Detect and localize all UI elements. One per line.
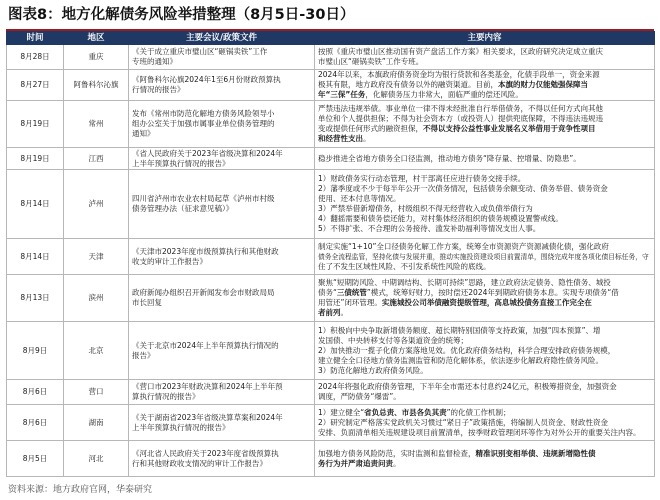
document-line: 通知》 [132,129,155,138]
content-line [318,262,651,272]
document-line: 组办公室关于加强市属事业单位债务管理的 [132,119,275,128]
document-line: 《营口市2023年财政决算和2024年上半年预 [132,382,283,391]
document-line: 《天津市2023年度市级预算执行和其他财政 [132,246,279,256]
content-text: 1）财政债务实行动态管理，村干部离任应进行债务交接手续。 [318,174,526,183]
table-header-row [7,32,655,45]
content-text: 2024年以来，本旗政府债务资金均为银行贷款和各类基金，化债手段单一，资金来源 [318,70,600,79]
cell-content [315,380,655,405]
cell-content [315,322,655,380]
cell-region: 阿鲁科尔沁旗 [64,70,129,101]
document-line: 市长回复 [132,298,162,307]
content-text: 住了不发生区域性风险、不引发系统性风险的底线。 [318,261,491,271]
cell-date: 8月28日 [7,45,64,70]
content-line [318,308,651,318]
content-emphasis: 精准识别变相举债、违规新增隐性债 [475,448,596,458]
cell-document [129,170,315,239]
header-date: 时间 [7,32,64,45]
content-line [318,57,651,67]
figure-title: 图表8：地方化解债务风险举措整理（8月5日-30日） [8,7,355,23]
content-text: 制定实施“1+10”全口径债务化解工作方案，统筹全市资源资产资源减债化债，强化政府 [318,241,609,251]
content-text: ”的化债工作机制； [446,407,511,417]
content-text: 3）严禁举借新增债务，村级组织不得无经营收入或负债举债行为 [318,204,533,213]
content-text: 极其有限，地方政府没有债务以外的融资渠道。目前， [318,80,498,89]
debt-measures-table [6,31,655,477]
cell-date: 8月6日 [7,380,64,405]
content-emphasis: 者前列 [318,308,341,317]
content-text: 5）不得扩张、不合理的公务接待、滥发补助福利等情况支出人事。 [318,224,541,233]
content-text: 1）积极向中央争取新增债务额度、超长期特别国债等支持政策，加强“四本预算”、增 [318,325,601,335]
cell-date: 8月19日 [7,148,64,170]
cell-document [129,322,315,380]
content-text: 2）藩季度或不少于每半年公开一次债务情况，包括债务余额变动、债务举借、债务资金 [318,184,608,193]
content-line [318,124,651,134]
cell-date: 8月6日 [7,405,64,441]
content-line [318,278,651,288]
document-line: 报告》 [132,350,155,360]
document-line: 上半年预算执行情况的报告》 [132,158,230,168]
document-line: 行情况的报告》 [132,85,185,94]
document-line: 《关于成立重庆市璧山区“砸锅卖铁”工作 [132,47,268,56]
content-line [318,252,651,262]
content-emphasis: 三债统管 [336,288,367,297]
cell-region: 常州 [64,101,129,148]
cell-content [315,45,655,70]
content-text: 按照《重庆市璧山区推动国有资产盘活工作方案》相关要求，区政府研究决定成立重庆 [318,47,603,56]
content-line [318,80,651,90]
document-line: 《关于北京市2024年上半年预算执行情况的 [132,340,279,350]
table-row [7,322,655,380]
document-line: 《关于湖南省2023年省级决算草案和2024年 [132,412,283,422]
cell-content [315,101,655,148]
content-text: 市璧山区“砸锅卖铁”工作专班。 [318,57,424,66]
content-text: 建立健全全口径地方债务监测监管和防范化解体系，依法逐步化解政府隐性债务风险。 [318,355,603,365]
cell-document [129,70,315,101]
cell-region: 重庆 [64,45,129,70]
content-text: 用管还”闭环管理。 [318,298,382,307]
content-line [318,356,651,366]
document-line: 行和其他财政收支情况的审计工作报告》 [132,458,267,468]
document-line: 《阿鲁科尔沁旗2024年1至6月份财政预算执 [132,75,281,84]
content-text: 2024年将强化政府债务管理，下半年全市需还本付息约24亿元，积极筹措资金，加强资金 [318,382,617,391]
cell-region: 江西 [64,148,129,170]
document-line: 专班的通知》 [132,57,177,66]
document-line: 四川省泸州市农业农村局起草《泸州市村级 [132,194,275,203]
content-text: 4）翻摇需要和债务偿还能力，对村集体经济组织的债务规模设置警戒线。 [318,214,563,223]
table-row [7,170,655,239]
content-text: ”模式，统筹好财力，按时偿还2024年到期政府债务本息。实现专项债务“借 [366,288,619,297]
content-text: 。 [340,308,348,317]
cell-content [315,239,655,275]
content-emphasis: 务行为并严肃追责问责 [318,458,393,468]
header-region: 地区 [64,32,129,45]
table-row [7,380,655,405]
cell-date: 8月5日 [7,441,64,477]
content-line [318,418,651,428]
content-text: 严禁违法违规举债。事业单位一律不得未经批准自行举借债务，不得以任何方式向其他 [318,104,603,113]
content-line [318,366,651,376]
cell-document [129,101,315,148]
content-line [318,70,651,80]
content-text: 1）建立健全“ [318,407,365,417]
content-text: 安排、负面清单相关违规建设项目前置清单，按季财政管理闭环等作为对外公开的重要关注内容。 [318,427,641,437]
cell-region: 泸州 [64,170,129,239]
table-row [7,441,655,477]
content-text: 聚焦“短期防风险、中期调结构、长期可持续”思路，建立政府法定债务、隐性债务、城投 [318,278,611,287]
content-emphasis: 年“三保”任务 [318,90,366,99]
content-text: 。 [363,134,371,143]
content-line [318,214,651,224]
content-emphasis: 不得以支持公益性事业发展名义举借用于竞争性项目 [423,124,596,133]
document-line: 上半年预算执行情况的报告》 [132,422,230,432]
table-row [7,405,655,441]
cell-document [129,239,315,275]
cell-date: 8月27日 [7,70,64,101]
content-text: 2）研究制定严格落实党政机关习惯过“紧日子”政策措施，将编制人员资金、财政性资金 [318,417,609,427]
cell-document [129,405,315,441]
cell-date: 8月13日 [7,275,64,322]
content-line [318,428,651,438]
cell-region: 营口 [64,380,129,405]
content-line [318,194,651,204]
document-line: 收支的审计工作报告》 [132,256,207,266]
content-line [318,382,651,392]
content-line [318,104,651,114]
content-text: 债务全流程监管，坚持化债与发展并重，推动实施投资建设项目前置清单，围绕完成年度各项化债目标任务，守 [318,252,649,261]
content-line [318,392,651,402]
content-line [318,298,651,308]
document-line: 算执行情况的报告》 [132,392,200,401]
cell-document [129,275,315,322]
document-line: 《省人民政府关于2023年省级决算和2024年 [132,148,283,158]
document-line: 债务管理办法（征求意见稿）》 [132,204,234,213]
content-emphasis: 实施城投公司举债融资提级管理，高息城投债务直接工作完全在 [381,298,592,307]
cell-document [129,380,315,405]
table-body [7,45,655,477]
content-text: 调度，严防债务“爆雷”。 [318,392,401,401]
content-text: 变或提供任何形式的融资担保， [318,124,423,133]
cell-content [315,170,655,239]
content-line [318,134,651,144]
content-text: 稳步推进全省地方债务全口径监测，推动地方债务“降存量、控增量、防隐患”。 [318,153,581,163]
content-line [318,224,651,234]
content-text: 发国债、中央转移支付等各渠道资金的统筹； [318,335,468,345]
content-line [318,449,651,459]
content-text: 使用、还本付息等情况。 [318,194,401,203]
cell-date: 8月9日 [7,322,64,380]
content-line [318,184,651,194]
cell-region: 天津 [64,239,129,275]
cell-region: 河北 [64,441,129,477]
content-emphasis: 和经营性支出 [318,134,363,143]
content-text: 债务“ [318,288,337,297]
table-row [7,101,655,148]
content-line [318,204,651,214]
cell-content [315,70,655,101]
cell-content [315,148,655,170]
content-line [318,114,651,124]
table-row [7,148,655,170]
cell-date: 8月19日 [7,101,64,148]
cell-content [315,405,655,441]
cell-document [129,441,315,477]
cell-region: 湖南 [64,405,129,441]
content-line [318,47,651,57]
cell-date: 8月14日 [7,239,64,275]
content-line [318,154,651,164]
cell-date: 8月14日 [7,170,64,239]
content-text: ，化解债务压力非常大，面临严重的偿还风险。 [365,90,523,99]
cell-region: 滨州 [64,275,129,322]
source-note: 资料来源：地方政府官网，华泰研究 [8,485,153,495]
cell-document [129,148,315,170]
cell-document [129,45,315,70]
content-text: 3）防范化解地方政府债务风险。 [318,365,428,375]
content-line [318,90,651,100]
content-text: 加强地方债务风险防范，实时监测和监督检查， [318,448,476,458]
content-emphasis: 本旗的财力仅能勉强保障当 [498,80,588,89]
table-row [7,45,655,70]
content-line [318,336,651,346]
header-content: 主要内容 [315,32,655,45]
content-emphasis: 省负总责、市县各负其责 [364,407,447,417]
content-line [318,326,651,336]
content-line [318,174,651,184]
document-line: 《河北省人民政府关于2023年度省级预算执 [132,448,279,458]
content-line [318,288,651,298]
document-line: 政府新闻办组织召开新闻发布会市财政局局 [132,288,275,297]
table-row [7,239,655,275]
content-line [318,242,651,252]
content-text: 。 [393,458,401,468]
table-row [7,70,655,101]
cell-content [315,275,655,322]
cell-region: 北京 [64,322,129,380]
table-row [7,275,655,322]
content-line [318,346,651,356]
content-text: 单位和个人提供担保；不得为社会资本方（或投资人）提供兜底保障，不得违法违规违 [318,114,603,123]
header-document: 主要会议/政策文件 [129,32,315,45]
content-line [318,408,651,418]
cell-content [315,441,655,477]
content-text: 2）加快推动一揽子化债方案落地见效。优化政府债务结构，科学合理安排政府债务规模， [318,345,616,355]
content-line [318,459,651,469]
document-line: 发布《常州市防范化解地方债务风险领导小 [132,109,275,118]
